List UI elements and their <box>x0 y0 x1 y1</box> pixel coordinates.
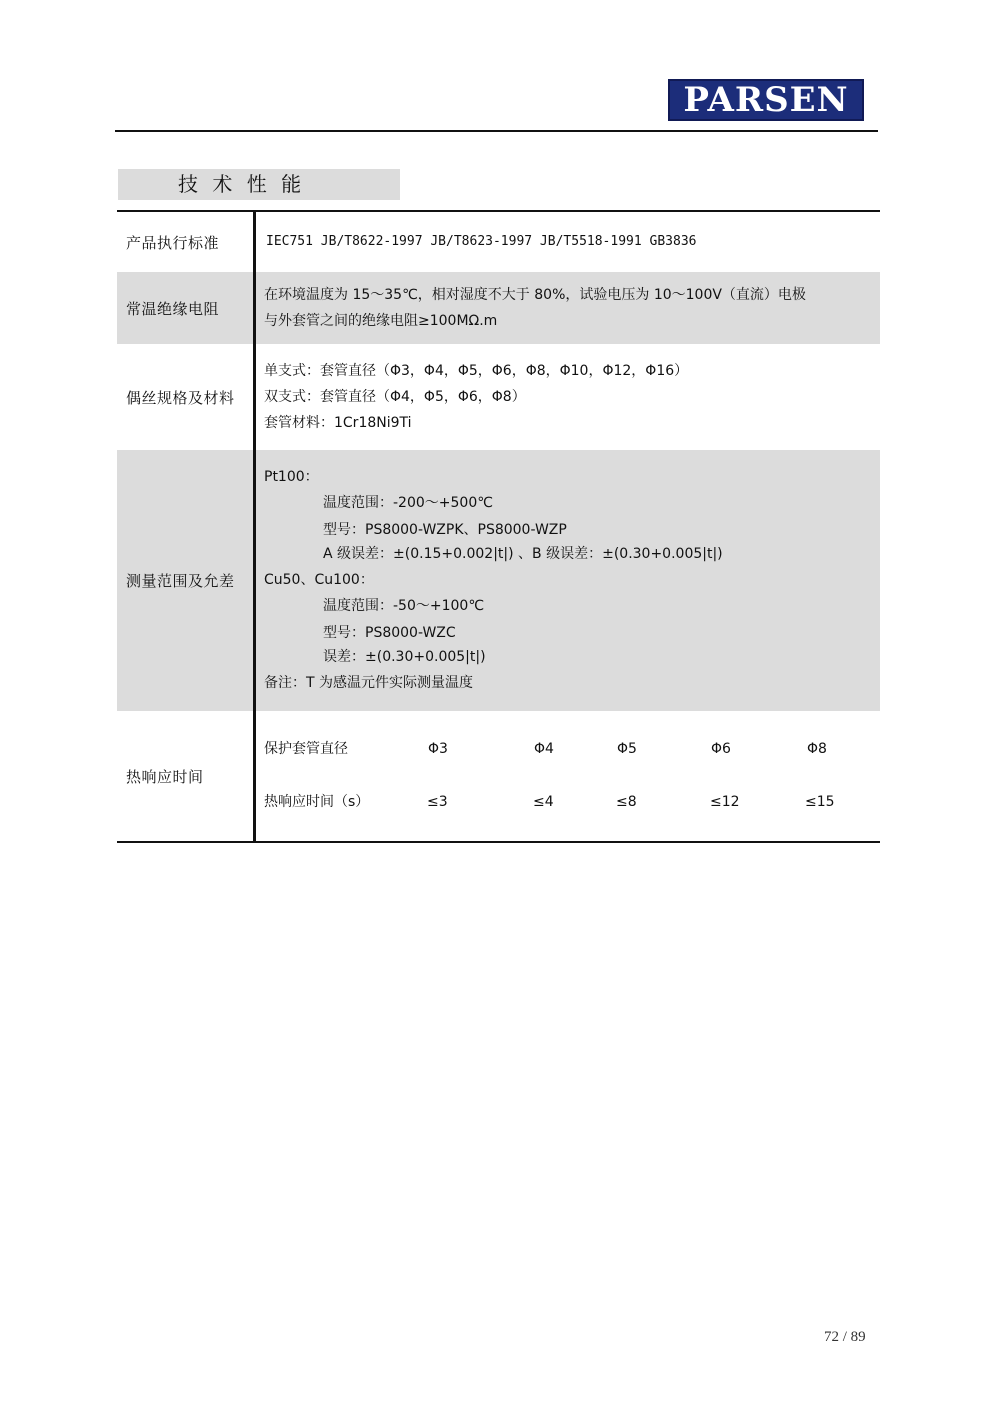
row-standard <box>117 212 880 272</box>
insulation-line-2: 与外套管之间的绝缘电阻≥100MΩ.m <box>264 313 498 329</box>
range-line-1: Pt100： <box>264 469 319 485</box>
header-rule <box>115 130 878 132</box>
range-line-9: 备注：T 为感温元件实际测量温度 <box>264 675 474 691</box>
row-label: 偶丝规格及材料 <box>126 388 235 407</box>
range-line-7: 型号：PS8000-WZC <box>323 625 456 641</box>
diameter-label: 保护套管直径 <box>264 741 348 757</box>
range-line-2: 温度范围：-200～+500℃ <box>323 495 493 511</box>
table-bottom-rule <box>117 841 880 843</box>
range-line-6: 温度范围：-50～+100℃ <box>323 598 485 614</box>
range-line-3: 型号：PS8000-WZPK、PS8000-WZP <box>323 522 567 538</box>
row-thermocouple-spec <box>117 344 880 450</box>
diameter-value: Φ4 <box>534 741 554 757</box>
row-label: 产品执行标准 <box>126 233 220 252</box>
time-value: ≤15 <box>805 794 835 810</box>
range-line-8: 误差：±(0.30+0.005|t|) <box>323 649 486 665</box>
range-line-4: A 级误差：±(0.15+0.002|t|) 、B 级误差：±(0.30+0.005|t|) <box>323 546 723 562</box>
time-label: 热响应时间（s） <box>264 794 370 810</box>
row-measure-range <box>117 450 880 711</box>
diameter-value: Φ3 <box>428 741 448 757</box>
time-value: ≤3 <box>427 794 448 810</box>
row-response-time <box>117 711 880 841</box>
time-value: ≤4 <box>533 794 554 810</box>
column-divider <box>253 212 256 842</box>
row-insulation <box>117 272 880 344</box>
page-number: 72 / 89 <box>824 1329 866 1345</box>
time-value: ≤8 <box>616 794 637 810</box>
insulation-line-1: 在环境温度为 15～35℃，相对湿度不大于 80%，试验电压为 10～100V（直流）电极 <box>264 287 806 303</box>
diameter-value: Φ8 <box>807 741 827 757</box>
logo-text: PARSEN <box>683 80 849 120</box>
section-title: 技 术 性 能 <box>118 169 400 200</box>
diameter-value: Φ6 <box>711 741 731 757</box>
spec-line-2: 双支式：套管直径（Φ4，Φ5，Φ6，Φ8） <box>264 389 526 405</box>
row-label: 热响应时间 <box>126 767 204 786</box>
spec-line-1: 单支式：套管直径（Φ3，Φ4，Φ5，Φ6，Φ8，Φ10，Φ12，Φ16） <box>264 363 689 379</box>
row-label: 常温绝缘电阻 <box>126 299 220 318</box>
row-label: 测量范围及允差 <box>126 572 235 590</box>
range-line-5: Cu50、Cu100： <box>264 572 374 588</box>
standard-text: IEC751 JB/T8622-1997 JB/T8623-1997 JB/T5518-1991 GB3836 <box>266 234 697 249</box>
spec-line-3: 套管材料：1Cr18Ni9Ti <box>264 415 412 431</box>
diameter-value: Φ5 <box>617 741 637 757</box>
time-value: ≤12 <box>710 794 740 810</box>
parsen-logo <box>668 79 864 121</box>
